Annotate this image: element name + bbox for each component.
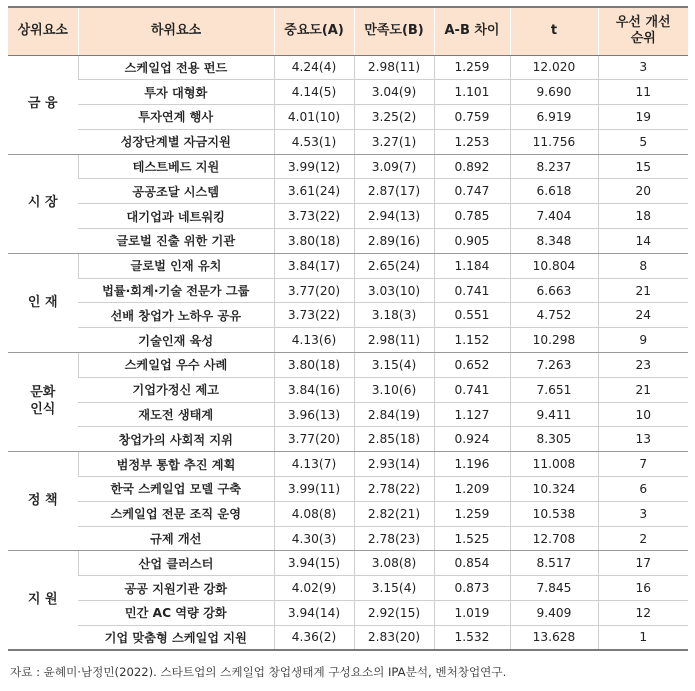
table-row xyxy=(8,377,688,402)
table-row xyxy=(8,601,688,626)
priority-cell: 24 xyxy=(598,303,688,328)
gap-cell: 1.532 xyxy=(434,625,510,650)
priority-cell: 9 xyxy=(598,328,688,353)
gap-cell: 1.184 xyxy=(434,253,510,278)
table-row xyxy=(8,179,688,204)
importance-cell: 4.08(8) xyxy=(274,501,354,526)
t-value-cell: 9.690 xyxy=(510,80,598,105)
sub-element-cell: 스케일업 전용 펀드 xyxy=(78,55,274,80)
satisfaction-cell: 2.82(21) xyxy=(354,501,434,526)
importance-cell: 3.80(18) xyxy=(274,353,354,378)
importance-cell: 3.61(24) xyxy=(274,179,354,204)
sub-element-cell: 글로벌 인재 유치 xyxy=(78,253,274,278)
table-row xyxy=(8,353,688,378)
priority-cell: 12 xyxy=(598,601,688,626)
priority-cell: 23 xyxy=(598,353,688,378)
satisfaction-cell: 2.98(11) xyxy=(354,328,434,353)
sub-element-cell: 민간 AC 역량 강화 xyxy=(78,601,274,626)
table-row xyxy=(8,229,688,254)
t-value-cell: 9.411 xyxy=(510,402,598,427)
importance-cell: 4.14(5) xyxy=(274,80,354,105)
table-row xyxy=(8,427,688,452)
t-value-cell: 7.404 xyxy=(510,204,598,229)
priority-cell: 7 xyxy=(598,452,688,477)
satisfaction-cell: 2.98(11) xyxy=(354,55,434,80)
satisfaction-cell: 3.09(7) xyxy=(354,154,434,179)
sub-element-cell: 투자연계 행사 xyxy=(78,105,274,130)
sub-element-cell: 공공조달 시스템 xyxy=(78,179,274,204)
priority-cell: 6 xyxy=(598,477,688,502)
header-t-value: t xyxy=(510,7,598,55)
satisfaction-cell: 2.78(22) xyxy=(354,477,434,502)
satisfaction-cell: 3.18(3) xyxy=(354,303,434,328)
gap-cell: 0.905 xyxy=(434,229,510,254)
gap-cell: 1.019 xyxy=(434,601,510,626)
satisfaction-cell: 3.08(8) xyxy=(354,551,434,576)
priority-cell: 10 xyxy=(598,402,688,427)
importance-cell: 3.99(12) xyxy=(274,154,354,179)
table-row xyxy=(8,303,688,328)
gap-cell: 1.525 xyxy=(434,526,510,551)
t-value-cell: 9.409 xyxy=(510,601,598,626)
table-row xyxy=(8,55,688,80)
t-value-cell: 8.237 xyxy=(510,154,598,179)
gap-cell: 0.892 xyxy=(434,154,510,179)
gap-cell: 0.924 xyxy=(434,427,510,452)
t-value-cell: 7.263 xyxy=(510,353,598,378)
header-gap: A-B 차이 xyxy=(434,7,510,55)
table-row xyxy=(8,105,688,130)
gap-cell: 0.785 xyxy=(434,204,510,229)
satisfaction-cell: 3.04(9) xyxy=(354,80,434,105)
t-value-cell: 10.324 xyxy=(510,477,598,502)
sub-element-cell: 스케일업 우수 사례 xyxy=(78,353,274,378)
satisfaction-cell: 3.15(4) xyxy=(354,576,434,601)
priority-cell: 19 xyxy=(598,105,688,130)
gap-cell: 1.209 xyxy=(434,477,510,502)
header-sub-element: 하위요소 xyxy=(78,7,274,55)
table-row xyxy=(8,204,688,229)
satisfaction-cell: 3.03(10) xyxy=(354,278,434,303)
sub-element-cell: 재도전 생태계 xyxy=(78,402,274,427)
t-value-cell: 13.628 xyxy=(510,625,598,650)
table-row xyxy=(8,253,688,278)
priority-cell: 14 xyxy=(598,229,688,254)
table-row xyxy=(8,526,688,551)
sub-element-cell: 규제 개선 xyxy=(78,526,274,551)
gap-cell: 0.652 xyxy=(434,353,510,378)
importance-cell: 3.73(22) xyxy=(274,303,354,328)
header-parent-element: 상위요소 xyxy=(8,7,78,55)
t-value-cell: 10.298 xyxy=(510,328,598,353)
priority-cell: 16 xyxy=(598,576,688,601)
table-row xyxy=(8,278,688,303)
satisfaction-cell: 2.94(13) xyxy=(354,204,434,229)
importance-cell: 4.30(3) xyxy=(274,526,354,551)
importance-cell: 3.99(11) xyxy=(274,477,354,502)
table-row xyxy=(8,402,688,427)
t-value-cell: 4.752 xyxy=(510,303,598,328)
importance-cell: 4.36(2) xyxy=(274,625,354,650)
priority-cell: 21 xyxy=(598,278,688,303)
category-cell: 지 원 xyxy=(8,551,78,650)
priority-cell: 13 xyxy=(598,427,688,452)
priority-cell: 15 xyxy=(598,154,688,179)
importance-cell: 3.73(22) xyxy=(274,204,354,229)
table-row xyxy=(8,477,688,502)
t-value-cell: 10.538 xyxy=(510,501,598,526)
category-cell: 인 재 xyxy=(8,253,78,352)
table-row xyxy=(8,576,688,601)
gap-cell: 1.253 xyxy=(434,129,510,154)
sub-element-cell: 성장단계별 자금지원 xyxy=(78,129,274,154)
importance-cell: 3.84(17) xyxy=(274,253,354,278)
priority-cell: 17 xyxy=(598,551,688,576)
t-value-cell: 10.804 xyxy=(510,253,598,278)
gap-cell: 1.101 xyxy=(434,80,510,105)
priority-cell: 3 xyxy=(598,55,688,80)
sub-element-cell: 투자 대형화 xyxy=(78,80,274,105)
sub-element-cell: 창업가의 사회적 지위 xyxy=(78,427,274,452)
satisfaction-cell: 2.83(20) xyxy=(354,625,434,650)
importance-cell: 4.02(9) xyxy=(274,576,354,601)
sub-element-cell: 한국 스케일업 모델 구축 xyxy=(78,477,274,502)
sub-element-cell: 법률·회계·기술 전문가 그룹 xyxy=(78,278,274,303)
importance-cell: 4.01(10) xyxy=(274,105,354,130)
table-row xyxy=(8,129,688,154)
header-importance: 중요도(A) xyxy=(274,7,354,55)
importance-cell: 3.80(18) xyxy=(274,229,354,254)
sub-element-cell: 범정부 통합 추진 계획 xyxy=(78,452,274,477)
t-value-cell: 12.020 xyxy=(510,55,598,80)
table-row xyxy=(8,625,688,650)
table-row xyxy=(8,501,688,526)
header-priority-text: 우선 개선 순위 xyxy=(615,15,671,47)
importance-cell: 4.24(4) xyxy=(274,55,354,80)
category-cell: 금 융 xyxy=(8,55,78,154)
importance-cell: 3.77(20) xyxy=(274,278,354,303)
priority-cell: 18 xyxy=(598,204,688,229)
sub-element-cell: 기업 맞춤형 스케일업 지원 xyxy=(78,625,274,650)
importance-cell: 3.96(13) xyxy=(274,402,354,427)
satisfaction-cell: 2.89(16) xyxy=(354,229,434,254)
t-value-cell: 6.919 xyxy=(510,105,598,130)
sub-element-cell: 글로벌 진출 위한 기관 xyxy=(78,229,274,254)
sub-element-cell: 공공 지원기관 강화 xyxy=(78,576,274,601)
satisfaction-cell: 2.92(15) xyxy=(354,601,434,626)
satisfaction-cell: 3.10(6) xyxy=(354,377,434,402)
sub-element-cell: 산업 클러스터 xyxy=(78,551,274,576)
priority-cell: 11 xyxy=(598,80,688,105)
sub-element-cell: 스케일업 전문 조직 운영 xyxy=(78,501,274,526)
gap-cell: 0.551 xyxy=(434,303,510,328)
sub-element-cell: 기업가정신 제고 xyxy=(78,377,274,402)
ipa-table xyxy=(8,6,688,651)
t-value-cell: 8.305 xyxy=(510,427,598,452)
priority-cell: 5 xyxy=(598,129,688,154)
t-value-cell: 6.663 xyxy=(510,278,598,303)
gap-cell: 0.747 xyxy=(434,179,510,204)
sub-element-cell: 선배 창업가 노하우 공유 xyxy=(78,303,274,328)
gap-cell: 0.854 xyxy=(434,551,510,576)
satisfaction-cell: 3.15(4) xyxy=(354,353,434,378)
gap-cell: 0.759 xyxy=(434,105,510,130)
category-cell: 정 책 xyxy=(8,452,78,551)
header-priority xyxy=(598,7,688,55)
satisfaction-cell: 2.78(23) xyxy=(354,526,434,551)
gap-cell: 0.873 xyxy=(434,576,510,601)
gap-cell: 1.259 xyxy=(434,55,510,80)
header-satisfaction: 만족도(B) xyxy=(354,7,434,55)
category-cell: 시 장 xyxy=(8,154,78,253)
priority-cell: 2 xyxy=(598,526,688,551)
importance-cell: 4.53(1) xyxy=(274,129,354,154)
gap-cell: 0.741 xyxy=(434,377,510,402)
satisfaction-cell: 2.84(19) xyxy=(354,402,434,427)
priority-cell: 3 xyxy=(598,501,688,526)
t-value-cell: 8.348 xyxy=(510,229,598,254)
category-cell: 문화 인식 xyxy=(8,353,78,452)
importance-cell: 3.84(16) xyxy=(274,377,354,402)
satisfaction-cell: 2.85(18) xyxy=(354,427,434,452)
priority-cell: 21 xyxy=(598,377,688,402)
t-value-cell: 11.756 xyxy=(510,129,598,154)
importance-cell: 3.94(15) xyxy=(274,551,354,576)
table-header xyxy=(8,7,688,55)
table-row xyxy=(8,452,688,477)
satisfaction-cell: 3.25(2) xyxy=(354,105,434,130)
importance-cell: 3.77(20) xyxy=(274,427,354,452)
importance-cell: 4.13(7) xyxy=(274,452,354,477)
table-row xyxy=(8,154,688,179)
satisfaction-cell: 2.87(17) xyxy=(354,179,434,204)
sub-element-cell: 대기업과 네트워킹 xyxy=(78,204,274,229)
satisfaction-cell: 2.65(24) xyxy=(354,253,434,278)
sub-element-cell: 테스트베드 지원 xyxy=(78,154,274,179)
t-value-cell: 11.008 xyxy=(510,452,598,477)
priority-cell: 1 xyxy=(598,625,688,650)
table-row xyxy=(8,551,688,576)
sub-element-cell: 기술인재 육성 xyxy=(78,328,274,353)
priority-cell: 8 xyxy=(598,253,688,278)
t-value-cell: 12.708 xyxy=(510,526,598,551)
gap-cell: 0.741 xyxy=(434,278,510,303)
table-row xyxy=(8,80,688,105)
table-row xyxy=(8,328,688,353)
importance-cell: 3.94(14) xyxy=(274,601,354,626)
priority-cell: 20 xyxy=(598,179,688,204)
gap-cell: 1.196 xyxy=(434,452,510,477)
importance-cell: 4.13(6) xyxy=(274,328,354,353)
satisfaction-cell: 3.27(1) xyxy=(354,129,434,154)
t-value-cell: 8.517 xyxy=(510,551,598,576)
t-value-cell: 6.618 xyxy=(510,179,598,204)
satisfaction-cell: 2.93(14) xyxy=(354,452,434,477)
gap-cell: 1.152 xyxy=(434,328,510,353)
t-value-cell: 7.845 xyxy=(510,576,598,601)
source-note: 자료 : 윤혜미·남정민(2022). 스타트업의 스케일업 창업생태계 구성요소의 IPA분석, 벤처창업연구. xyxy=(10,665,507,679)
gap-cell: 1.127 xyxy=(434,402,510,427)
table-body xyxy=(8,55,688,650)
gap-cell: 1.259 xyxy=(434,501,510,526)
t-value-cell: 7.651 xyxy=(510,377,598,402)
